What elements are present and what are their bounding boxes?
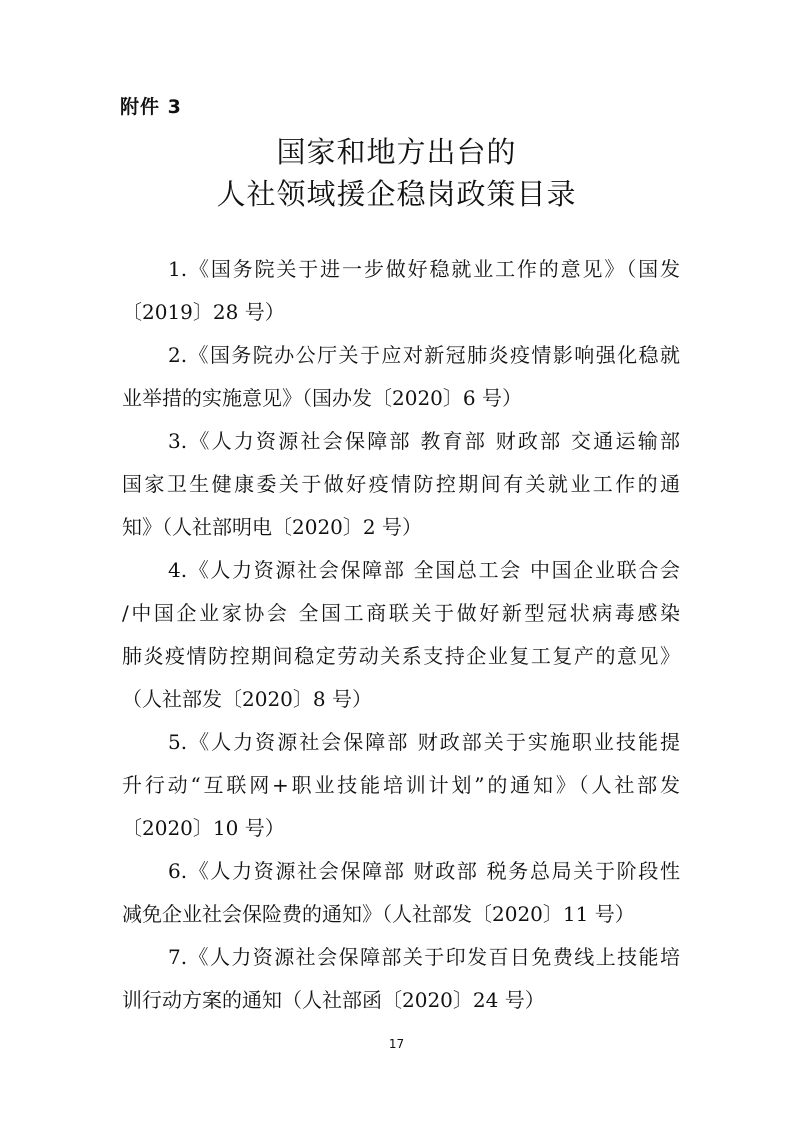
document-title-line-1: 国家和地方出台的 (276, 135, 517, 169)
policy-list (122, 248, 680, 1022)
policy-item-line: /中国企业家协会 全国工商联关于做好新型冠状病毒感染 (122, 601, 680, 625)
policy-item (122, 248, 680, 334)
policy-item (122, 420, 680, 549)
policy-item (122, 721, 680, 850)
policy-item-line: 〔2019〕28 号） (122, 300, 285, 324)
policy-item-line: 知》（人社部明电〔2020〕2 号） (122, 515, 422, 539)
policy-item (122, 334, 680, 420)
policy-item-line: 7.《人力资源社会保障部关于印发百日免费线上技能培 (168, 945, 680, 969)
attachment-label: 附件 3 (120, 96, 182, 118)
policy-item-line: 3.《人力资源社会保障部 教育部 财政部 交通运输部 (168, 429, 680, 453)
policy-item-line: 2.《国务院办公厅关于应对新冠肺炎疫情影响强化稳就 (168, 343, 680, 367)
policy-item-line: 1.《国务院关于进一步做好稳就业工作的意见》（国发 (168, 257, 680, 281)
policy-item-line: 训行动方案的通知（人社部函〔2020〕24 号） (122, 988, 545, 1012)
policy-item-line: 国家卫生健康委关于做好疫情防控期间有关就业工作的通 (122, 472, 680, 496)
policy-item (122, 850, 680, 936)
policy-item-line: 业举措的实施意见》（国办发〔2020〕6 号） (122, 386, 522, 410)
policy-item-line: 减免企业社会保险费的通知》（人社部发〔2020〕11 号） (122, 902, 635, 926)
policy-item-line: 〔2020〕10 号） (122, 816, 285, 840)
policy-item-line: （人社部发〔2020〕8 号） (122, 687, 372, 711)
policy-item (122, 936, 680, 1022)
policy-item-line: 肺炎疫情防控期间稳定劳动关系支持企业复工复产的意见》 (122, 644, 680, 668)
policy-item-line: 4.《人力资源社会保障部 全国总工会 中国企业联合会 (168, 558, 680, 582)
policy-item-line: 升行动“互联网+职业技能培训计划”的通知》（人社部发 (122, 773, 680, 797)
policy-item-line: 5.《人力资源社会保障部 财政部关于实施职业技能提 (168, 730, 680, 754)
page-number: 17 (388, 1037, 405, 1051)
document-title-line-2: 人社领域援企稳岗政策目录 (216, 177, 577, 211)
policy-item (122, 549, 680, 721)
policy-item-line: 6.《人力资源社会保障部 财政部 税务总局关于阶段性 (168, 859, 680, 883)
